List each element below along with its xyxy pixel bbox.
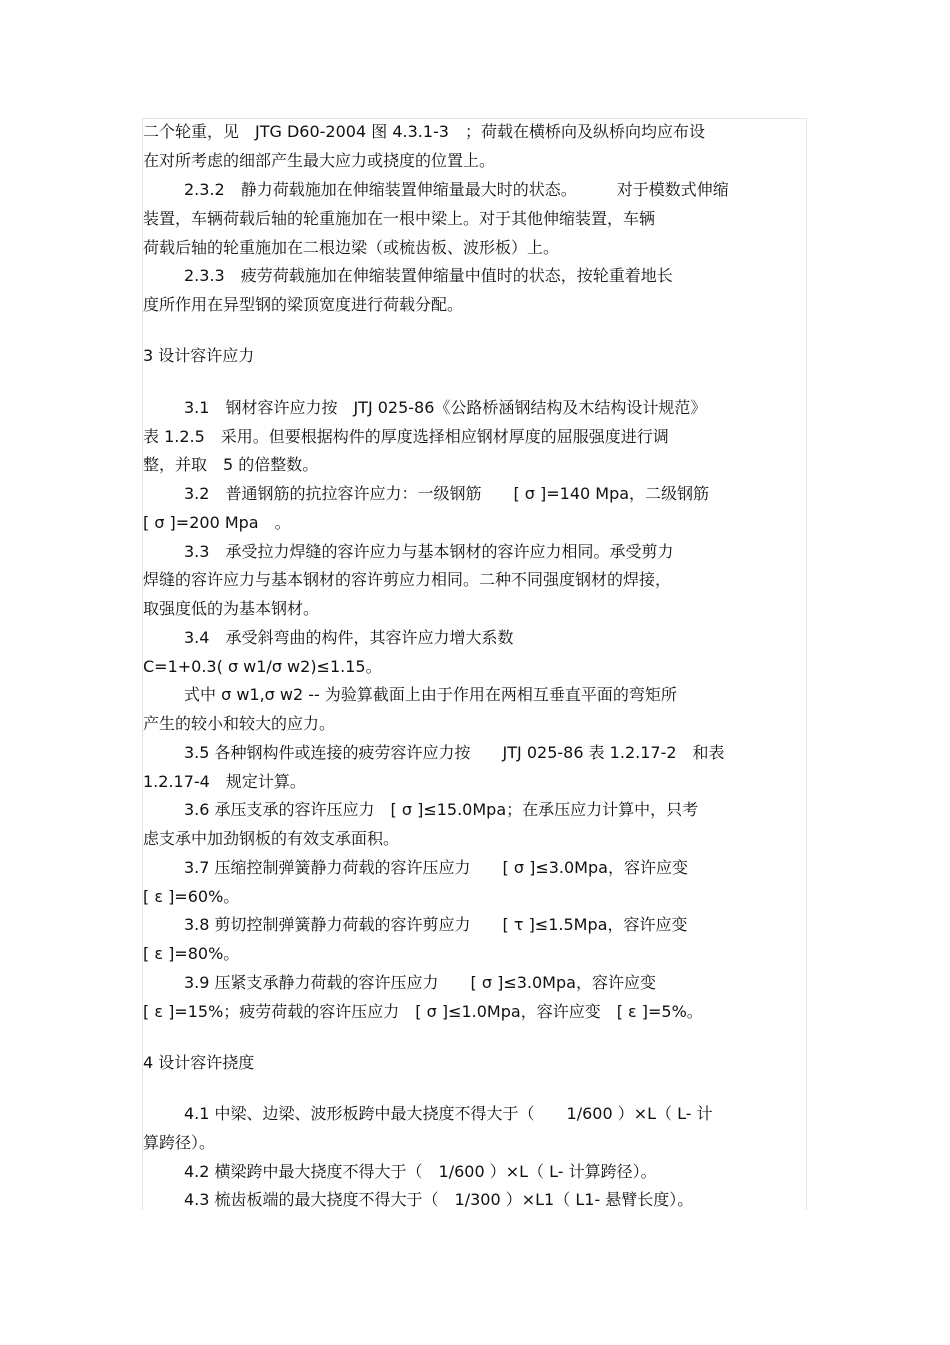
text-line: [ ε ]=15%；疲劳荷载的容许压应力 [ σ ]≤1.0Mpa，容许应变 [ ε ]=5%。 xyxy=(143,1002,703,1021)
text-line: 3.2 普通钢筋的抗拉容许应力：一级钢筋 [ σ ]=140 Mpa，二级钢筋 xyxy=(184,484,710,503)
text-line: 3.6 承压支承的容许压应力 [ σ ]≤15.0Mpa；在承压应力计算中，只考 xyxy=(184,800,699,819)
text-line: 3.1 钢材容许应力按 JTJ 025-86《公路桥涵钢结构及木结构设计规范》 xyxy=(184,398,707,417)
text-line: 3.3 承受拉力焊缝的容许应力与基本钢材的容许应力相同。承受剪力 xyxy=(184,542,674,561)
text-line: 整，并取 5 的倍整数。 xyxy=(143,455,319,474)
text-line: 3.5 各种钢构件或连接的疲劳容许应力按 JTJ 025-86 表 1.2.17-2 和表 xyxy=(184,743,725,762)
text-line: 4 设计容许挠度 xyxy=(143,1053,255,1072)
text-line: 取强度低的为基本钢材。 xyxy=(143,599,320,618)
text-line: 在对所考虑的细部产生最大应力或挠度的位置上。 xyxy=(143,151,496,170)
text-line: 虑支承中加劲钢板的有效支承面积。 xyxy=(143,829,400,848)
text-line: [ ε ]=60%。 xyxy=(143,887,240,906)
text-line: 4.3 梳齿板端的最大挠度不得大于（ 1/300 ）×L1（ L1- 悬臂长度）。 xyxy=(184,1190,694,1209)
text-line: 1.2.17-4 规定计算。 xyxy=(143,772,306,791)
text-line: 二个轮重，见 JTG D60-2004 图 4.3.1-3 ；荷载在横桥向及纵桥向均应布设 xyxy=(143,122,705,141)
text-line: 3.8 剪切控制弹簧静力荷载的容许剪应力 [ τ ]≤1.5Mpa，容许应变 xyxy=(184,915,688,934)
text-line: 表 1.2.5 采用。但要根据构件的厚度选择相应钢材厚度的屈服强度进行调 xyxy=(143,427,669,446)
text-line: 4.2 横梁跨中最大挠度不得大于（ 1/600 ）×L（ L- 计算跨径）。 xyxy=(184,1162,657,1181)
text-line: 焊缝的容许应力与基本钢材的容许剪应力相同。二种不同强度钢材的焊接， xyxy=(143,570,672,589)
text-line: 度所作用在异型钢的梁顶宽度进行荷载分配。 xyxy=(143,295,464,314)
text-line: 3.9 压紧支承静力荷载的容许压应力 [ σ ]≤3.0Mpa，容许应变 xyxy=(184,973,656,992)
text-line: 2.3.3 疲劳荷载施加在伸缩装置伸缩量中值时的状态，按轮重着地长 xyxy=(184,266,673,285)
text-line: 3.4 承受斜弯曲的构件，其容许应力增大系数 xyxy=(184,628,514,647)
text-line: C=1+0.3( σ w1/σ w2)≤1.15。 xyxy=(143,657,382,676)
text-line: 3.7 压缩控制弹簧静力荷载的容许压应力 [ σ ]≤3.0Mpa，容许应变 xyxy=(184,858,688,877)
text-line: 装置，车辆荷载后轴的轮重施加在一根中梁上。对于其他伸缩装置，车辆 xyxy=(143,209,656,228)
text-line: 3 设计容许应力 xyxy=(143,346,255,365)
text-line: 4.1 中梁、边梁、波形板跨中最大挠度不得大于（ 1/600 ）×L（ L- 计 xyxy=(184,1104,713,1123)
text-line: 算跨径）。 xyxy=(143,1133,216,1152)
text-line: 2.3.2 静力荷载施加在伸缩装置伸缩量最大时的状态。 对于模数式伸缩 xyxy=(184,180,729,199)
text-line: 荷载后轴的轮重施加在二根边梁（或梳齿板、波形板）上。 xyxy=(143,238,560,257)
text-line: [ σ ]=200 Mpa 。 xyxy=(143,513,291,532)
text-line: 式中 σ w1,σ w2 -- 为验算截面上由于作用在两相互垂直平面的弯矩所 xyxy=(184,685,677,704)
text-line: [ ε ]=80%。 xyxy=(143,944,240,963)
text-line: 产生的较小和较大的应力。 xyxy=(143,714,336,733)
